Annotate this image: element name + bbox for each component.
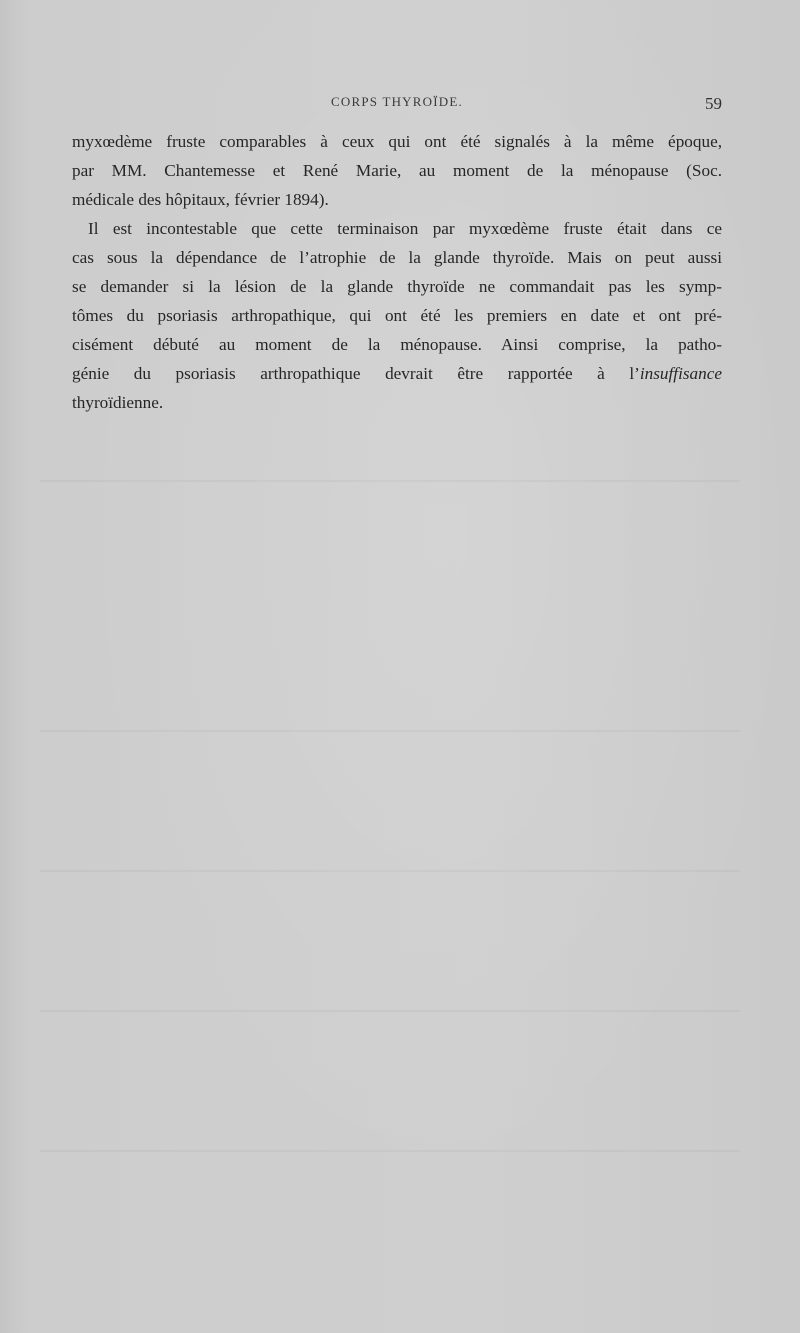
text-line: médicale des hôpitaux, février 1894). — [72, 190, 329, 209]
bleed-through-line — [40, 480, 740, 482]
italic-term: insuffisance — [639, 364, 722, 383]
page-number: 59 — [705, 94, 722, 113]
bleed-through-line — [40, 870, 740, 872]
text-line: tômes du psoriasis arthropathique, qui ont été les premiers en date et ont pré- — [72, 306, 722, 325]
bleed-through-line — [40, 730, 740, 732]
text-line: par MM. Chantemesse et René Marie, au moment de la ménopause (Soc. — [72, 161, 722, 180]
text-line: cas sous la dépendance de l’atrophie de la glande thyroïde. Mais on peut aussi — [72, 248, 722, 267]
text-line — [72, 359, 722, 388]
bleed-through-line — [40, 1150, 740, 1152]
text-line-italic: thyroïdienne. — [72, 393, 164, 412]
running-header — [72, 94, 722, 116]
text-line: cisément débuté au moment de la ménopause. Ainsi comprise, la patho- — [72, 335, 722, 354]
text-segment: génie du psoriasis arthropathique devrait être rapportée à l’ — [72, 364, 640, 383]
running-title: CORPS THYROÏDE. — [331, 94, 463, 109]
paragraph-first-line: Il est incontestable que cette terminaison par myxœdème fruste était dans ce — [88, 219, 722, 238]
text-line: myxœdème fruste comparables à ceux qui ont été signalés à la même époque, — [72, 132, 722, 151]
bleed-through-line — [40, 1010, 740, 1012]
body-text — [72, 127, 722, 417]
text-line: se demander si la lésion de la glande thyroïde ne commandait pas les symp- — [72, 277, 722, 296]
